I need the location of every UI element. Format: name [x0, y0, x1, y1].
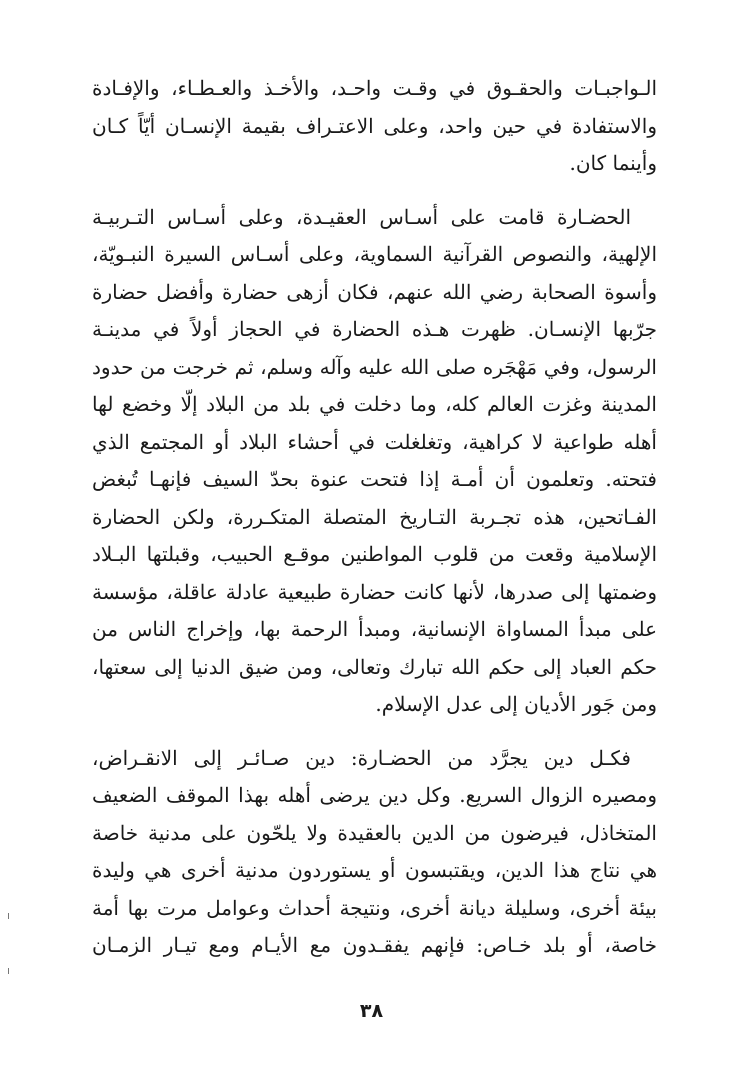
text-line: الـواجبـات والحقـوق في وقـت واحـد، والأخـذ والعـطـاء، والإفـادة: [92, 76, 657, 100]
text-line: على مبدأ المساواة الإنسانية، ومبدأ الرحمة بها، وإخراج الناس من: [92, 617, 657, 641]
text-line: أهله طواعية لا كراهية، وتغلغلت في أحشاء البلاد أو المجتمع الذي: [92, 429, 657, 454]
text-line: ومن جَور الأديان إلى عدل الإسلام.: [375, 692, 657, 716]
text-line: الفـاتحين، هذه تجـربة التـاريخ المتصلة المتكـررة، ولكن الحضارة: [92, 504, 657, 529]
text-line: الرسول، وفي مَهْجَره صلى الله عليه وآله وسلم، ثم خرجت من حدود: [92, 354, 657, 379]
text-line: فكـل دين يجرَّد من الحضـارة: دين صـائـر إلى الانقـراض،: [92, 745, 631, 770]
page-number: ٣٨: [359, 1000, 384, 1022]
text-line: الإلهية، والنصوص القرآنية السماوية، وعلى أسـاس السيرة النبـويّة،: [92, 242, 657, 266]
margin-mark: [8, 968, 9, 974]
text-line: هي نتاج هذا الدين، ويقتبسون أو يستوردون مدنية أخرى هي وليدة: [92, 858, 657, 882]
paragraph-gap: [92, 724, 657, 740]
text-line: فتحته. وتعلمون أن أمـة إذا فتحت عنوة بحدّ السيف فإنهـا تُبغض: [92, 467, 657, 491]
text-line: المتخاذل، فيرضون من الدين بالعقيدة ولا يلحّون على مدنية خاصة: [92, 820, 657, 845]
text-line: جرّبها الإنسـان. ظهرت هـذه الحضارة في الحجاز أولاً في مدينـة: [92, 317, 657, 341]
text-line: خاصة، أو بلد خـاص: فإنهم يفقـدون مع الأيـام ومع تيـار الزمـان: [92, 933, 657, 957]
text-line: والاستفادة في حين واحد، وعلى الاعتـراف بقيمة الإنسـان أيّاً كـان: [92, 113, 657, 138]
text-line: وضمتها إلى صدرها، لأنها كانت حضارة طبيعية عادلة عاقلة، مؤسسة: [92, 579, 657, 604]
text-line: بيئة أخرى، وسليلة ديانة أخرى، ونتيجة أحداث وعوامل مرت بها أمة: [92, 895, 657, 920]
margin-mark: [8, 913, 9, 919]
paragraph-2: [92, 199, 657, 724]
paragraph-1: [92, 70, 657, 183]
paragraph-gap: [92, 183, 657, 199]
paragraph-3: [92, 740, 657, 965]
text-line: الحضـارة قامت على أسـاس العقيـدة، وعلى أسـاس التـربيـة: [92, 204, 631, 229]
text-line: حكم العباد إلى حكم الله تبارك وتعالى، ومن ضيق الدنيا إلى سعتها،: [92, 654, 657, 679]
text-line: وأسوة الصحابة رضي الله عنهم، فكان أزهى حضارة وأفضل حضارة: [92, 279, 657, 304]
text-line: الإسلامية وقعت من قلوب المواطنين موقـع الحبيب، وقبلتها البـلاد: [92, 542, 657, 566]
text-line: ومصيره الزوال السريع. وكل دين يرضى أهله بهذا الموقف الضعيف: [92, 783, 657, 807]
page-body: [92, 70, 657, 965]
text-line: وأينما كان.: [569, 151, 657, 175]
text-line: المدينة وغزت العالم كله، وما دخلت في بلد من البلاد إلّا وخضع لها: [92, 392, 657, 416]
